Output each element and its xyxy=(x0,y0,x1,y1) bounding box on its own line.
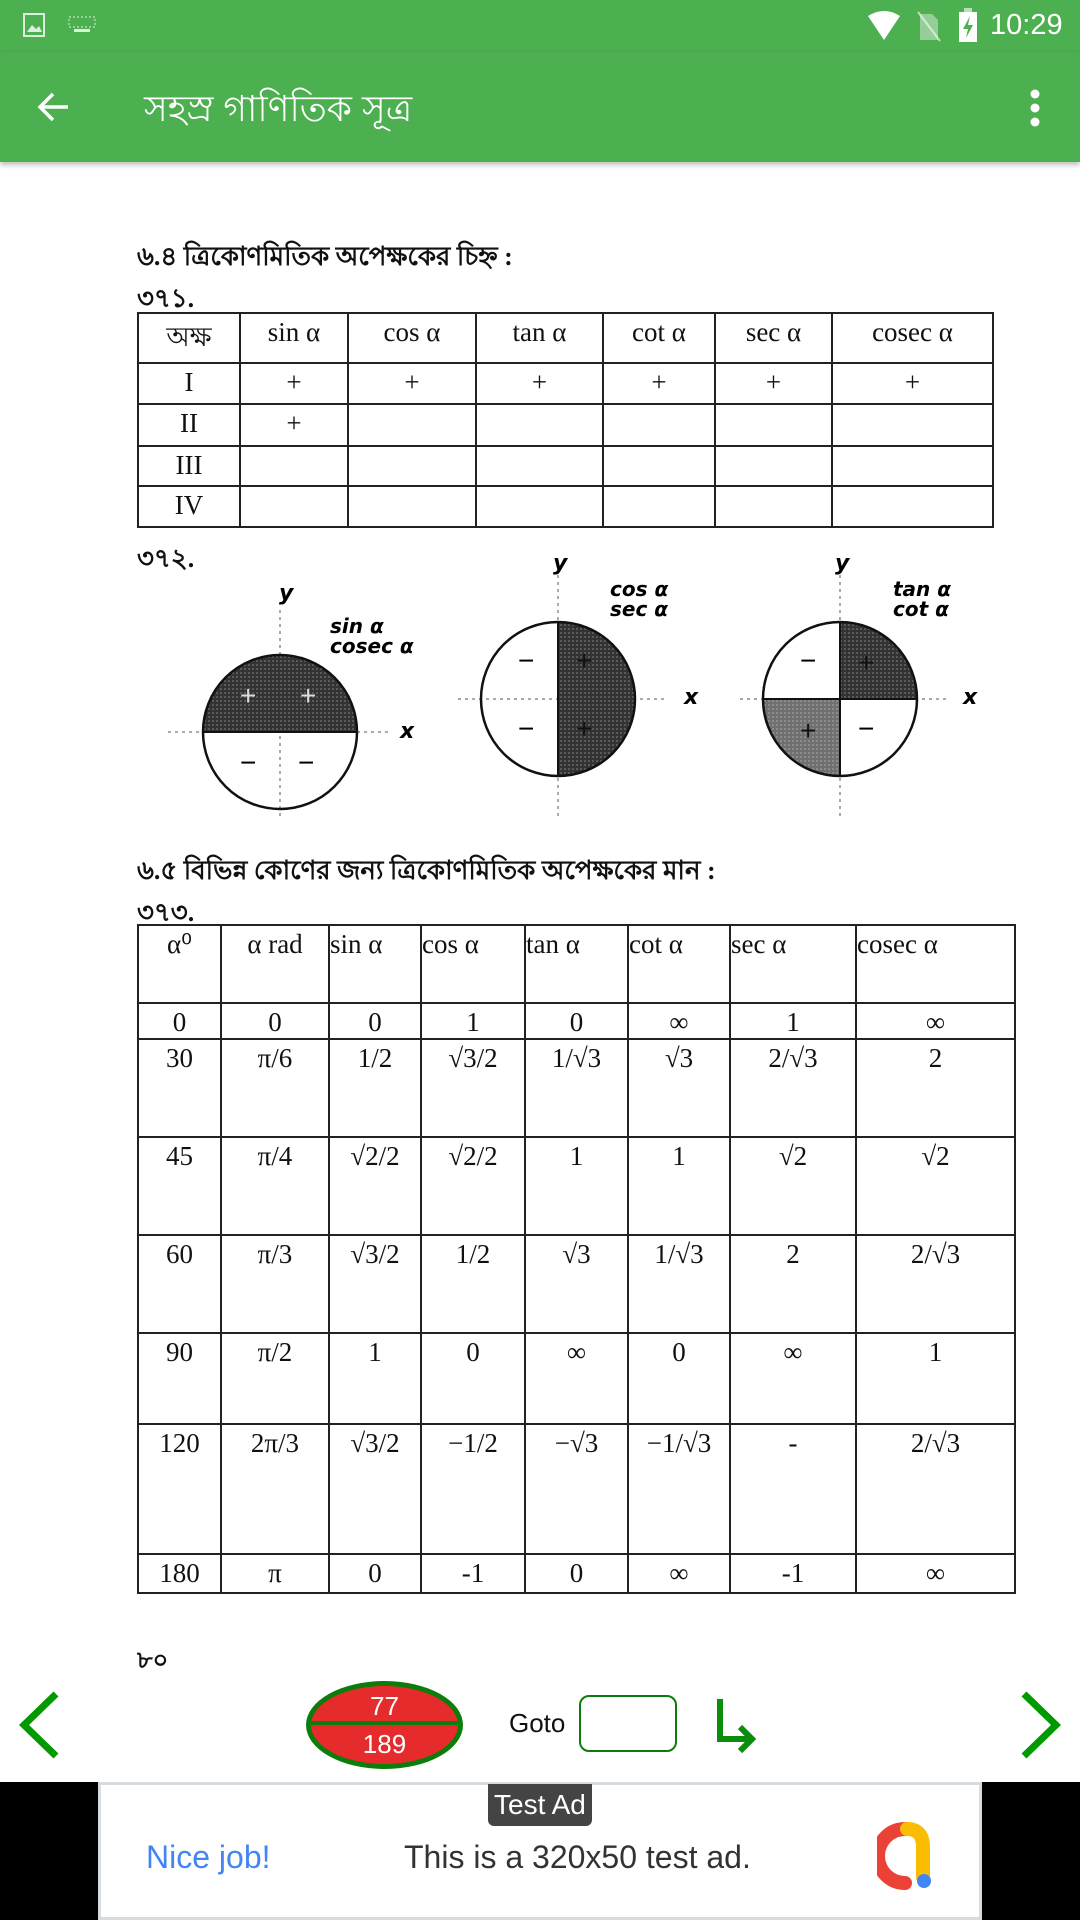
table-cell: + xyxy=(715,363,832,404)
no-sim-icon xyxy=(916,10,942,42)
table-cell: - xyxy=(730,1424,856,1554)
table-cell: ∞ xyxy=(525,1333,628,1424)
table-cell: √2/2 xyxy=(421,1137,525,1235)
table-cell: 1/2 xyxy=(421,1235,525,1333)
status-bar xyxy=(0,0,1080,52)
table-cell: 1 xyxy=(856,1333,1015,1424)
diagram-cos-sec xyxy=(458,551,699,820)
table-row xyxy=(138,486,993,527)
table-cell: 120 xyxy=(138,1424,221,1554)
table-cell: √2 xyxy=(856,1137,1015,1235)
table-cell: √2/2 xyxy=(329,1137,421,1235)
table-cell: 0 xyxy=(329,1554,421,1593)
table-cell: √3/2 xyxy=(329,1235,421,1333)
column-header: tan α xyxy=(525,925,628,1003)
table-cell xyxy=(476,446,603,486)
table-cell xyxy=(603,446,715,486)
table-cell: −√3 xyxy=(525,1424,628,1554)
table-cell: ∞ xyxy=(730,1333,856,1424)
column-header: α rad xyxy=(221,925,329,1003)
table-cell: π/6 xyxy=(221,1039,329,1137)
table-cell: 0 xyxy=(525,1554,628,1593)
table-cell: √3/2 xyxy=(421,1039,525,1137)
sign: − xyxy=(518,645,535,676)
table-cell: −1/2 xyxy=(421,1424,525,1554)
table-row xyxy=(138,446,993,486)
table-cell xyxy=(715,446,832,486)
table-cell: 2 xyxy=(856,1039,1015,1137)
test-ad-badge: Test Ad xyxy=(488,1784,592,1826)
image-icon xyxy=(22,12,48,38)
battery-charging-icon xyxy=(958,8,978,42)
sign: + xyxy=(240,680,257,711)
sign: + xyxy=(300,680,317,711)
table-cell: π/4 xyxy=(221,1137,329,1235)
item-number-373: ৩৭৩. xyxy=(137,898,195,927)
table-cell: 60 xyxy=(138,1235,221,1333)
table-cell: 0 xyxy=(329,1003,421,1039)
table-row xyxy=(138,1333,1015,1424)
table-cell: + xyxy=(348,363,476,404)
table-cell: 1/√3 xyxy=(628,1235,730,1333)
current-page: 77 xyxy=(311,1686,458,1725)
table-cell xyxy=(240,446,348,486)
page-number: ৮০ xyxy=(137,1648,169,1674)
diagram-label: tan α xyxy=(893,577,951,601)
table-cell: 30 xyxy=(138,1039,221,1137)
table-cell: + xyxy=(240,363,348,404)
column-header: cot α xyxy=(628,925,730,1003)
column-header: sin α xyxy=(329,925,421,1003)
sign: − xyxy=(800,645,817,676)
axis-x-label: x xyxy=(684,685,699,710)
ad-body: This is a 320x50 test ad. xyxy=(404,1839,751,1875)
axis-y-label: y xyxy=(835,551,850,576)
table-cell: √3 xyxy=(525,1235,628,1333)
diagram-label: sin α xyxy=(330,614,384,638)
ad-headline[interactable]: Nice job! xyxy=(146,1839,271,1875)
table-cell: 45 xyxy=(138,1137,221,1235)
table-cell: -1 xyxy=(730,1554,856,1593)
table-cell: + xyxy=(832,363,993,404)
total-pages: 189 xyxy=(362,1729,407,1759)
table-cell: 90 xyxy=(138,1333,221,1424)
table-cell xyxy=(715,486,832,527)
table-row xyxy=(138,1424,1015,1554)
table-cell xyxy=(348,446,476,486)
diagram-label: cot α xyxy=(893,597,949,621)
column-header: cos α xyxy=(421,925,525,1003)
table-cell: 1 xyxy=(329,1333,421,1424)
column-header: tan α xyxy=(476,313,603,363)
table-cell xyxy=(832,446,993,486)
table-row xyxy=(138,1003,1015,1039)
ad-banner[interactable] xyxy=(0,1782,1080,1920)
column-header: cot α xyxy=(603,313,715,363)
table-cell: ∞ xyxy=(856,1003,1015,1039)
column-header: cos α xyxy=(348,313,476,363)
table-cell: 1 xyxy=(525,1137,628,1235)
table-row xyxy=(138,1235,1015,1333)
table-cell: IV xyxy=(138,486,240,527)
sign: + xyxy=(800,715,817,746)
sign: − xyxy=(858,713,875,744)
column-header: α⁰ xyxy=(138,925,221,1003)
app-title: সহস্র গাণিতিক সূত্র xyxy=(144,88,413,129)
arrow-left-icon[interactable] xyxy=(36,90,72,124)
column-header: অক্ষ xyxy=(138,313,240,363)
more-vert-icon[interactable] xyxy=(1024,88,1046,128)
table-cell: −1/√3 xyxy=(628,1424,730,1554)
table-row xyxy=(138,1137,1015,1235)
table-cell xyxy=(476,486,603,527)
sign: − xyxy=(518,713,535,744)
axis-y-label: y xyxy=(553,551,568,576)
next-page-chevron-icon[interactable] xyxy=(1018,1690,1062,1760)
column-header: cosec α xyxy=(856,925,1015,1003)
diagram-sin-cosec xyxy=(168,581,415,820)
goto-page-input[interactable] xyxy=(579,1695,677,1752)
table-cell: 0 xyxy=(138,1003,221,1039)
table-cell: π/3 xyxy=(221,1235,329,1333)
table-cell: I xyxy=(138,363,240,404)
table-cell: 0 xyxy=(628,1333,730,1424)
table-cell xyxy=(240,486,348,527)
table-cell: + xyxy=(476,363,603,404)
table-cell: 2/√3 xyxy=(730,1039,856,1137)
shaded-region xyxy=(203,655,357,732)
table-row xyxy=(138,1554,1015,1593)
axis-x-label: x xyxy=(400,719,415,744)
table-cell: II xyxy=(138,404,240,446)
column-header: sec α xyxy=(715,313,832,363)
column-header: sin α xyxy=(240,313,348,363)
sign: + xyxy=(858,647,875,678)
diagram-tan-cot xyxy=(740,551,978,820)
page-indicator xyxy=(306,1681,463,1769)
sign-diagrams xyxy=(0,540,1080,830)
table-row xyxy=(138,1039,1015,1137)
table-cell xyxy=(832,404,993,446)
column-header: cosec α xyxy=(832,313,993,363)
goto-arrow-icon[interactable] xyxy=(712,1697,762,1755)
axis-x-label: x xyxy=(963,685,978,710)
table-cell: 1 xyxy=(730,1003,856,1039)
table-cell: 1 xyxy=(628,1137,730,1235)
item-number-371: ৩৭১. xyxy=(137,284,195,313)
item-number-372: ৩৭২. xyxy=(137,544,195,573)
sign-table xyxy=(137,312,994,528)
table-cell: ∞ xyxy=(856,1554,1015,1593)
column-header: sec α xyxy=(730,925,856,1003)
diagram-label: cosec α xyxy=(330,634,414,658)
trig-values-table xyxy=(137,924,1016,1594)
table-cell: 180 xyxy=(138,1554,221,1593)
table-cell xyxy=(348,404,476,446)
table-cell: + xyxy=(603,363,715,404)
sign: − xyxy=(240,747,257,778)
table-cell: 2/√3 xyxy=(856,1235,1015,1333)
axis-y-label: y xyxy=(279,581,294,606)
admob-logo-icon xyxy=(877,1821,947,1893)
table-cell: √3/2 xyxy=(329,1424,421,1554)
table-cell: 1 xyxy=(421,1003,525,1039)
table-header-row xyxy=(138,925,1015,1003)
table-cell: + xyxy=(240,404,348,446)
sign: − xyxy=(298,747,315,778)
table-cell: -1 xyxy=(421,1554,525,1593)
sign: + xyxy=(576,645,593,676)
table-cell: √2 xyxy=(730,1137,856,1235)
previous-page-chevron-icon[interactable] xyxy=(18,1690,62,1760)
table-cell: III xyxy=(138,446,240,486)
diagram-label: cos α xyxy=(610,577,669,601)
shaded-region xyxy=(558,622,635,776)
table-cell xyxy=(348,486,476,527)
table-cell xyxy=(832,486,993,527)
table-cell: 0 xyxy=(421,1333,525,1424)
table-cell: 2/√3 xyxy=(856,1424,1015,1554)
table-cell: √3 xyxy=(628,1039,730,1137)
table-cell xyxy=(603,404,715,446)
status-time: 10:29 xyxy=(990,9,1063,41)
section-heading-6-5: ৬.৫ বিভিন্ন কোণের জন্য ত্রিকোণমিতিক অপেক্ষকের মান : xyxy=(137,856,716,885)
table-cell xyxy=(715,404,832,446)
table-cell xyxy=(603,486,715,527)
wifi-icon xyxy=(866,10,902,42)
sign: + xyxy=(576,713,593,744)
goto-label: Goto xyxy=(509,1708,566,1738)
table-cell: ∞ xyxy=(628,1554,730,1593)
table-row xyxy=(138,363,993,404)
table-cell xyxy=(476,404,603,446)
table-row xyxy=(138,404,993,446)
table-cell: 0 xyxy=(221,1003,329,1039)
table-cell: 1/√3 xyxy=(525,1039,628,1137)
table-cell: ∞ xyxy=(628,1003,730,1039)
table-cell: 2 xyxy=(730,1235,856,1333)
table-cell: π/2 xyxy=(221,1333,329,1424)
table-cell: 1/2 xyxy=(329,1039,421,1137)
section-heading-6-4: ৬.৪ ত্রিকোণমিতিক অপেক্ষকের চিহ্ন : xyxy=(137,242,513,271)
table-cell: 2π/3 xyxy=(221,1424,329,1554)
table-header-row xyxy=(138,313,993,363)
table-cell: π xyxy=(221,1554,329,1593)
table-cell: 0 xyxy=(525,1003,628,1039)
diagram-label: sec α xyxy=(610,597,669,621)
keyboard-icon xyxy=(68,16,98,34)
app-bar xyxy=(0,52,1080,162)
